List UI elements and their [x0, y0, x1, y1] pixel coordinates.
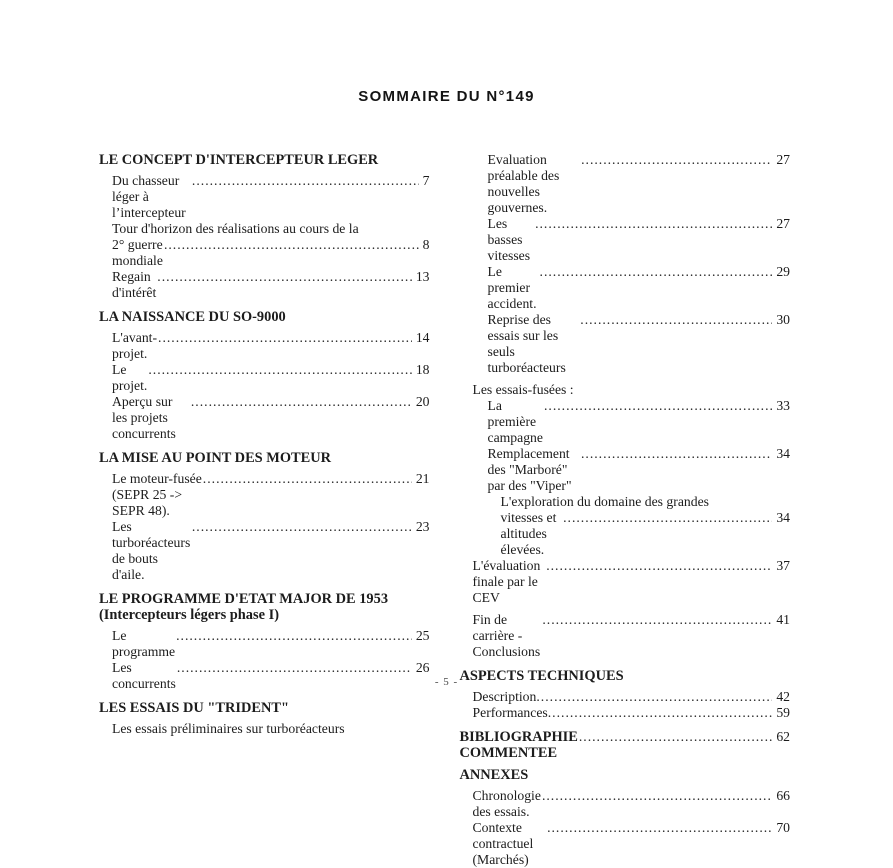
- toc-page-number: 34: [776, 446, 790, 461]
- toc-page-number: 30: [776, 312, 790, 327]
- toc-entry: [99, 237, 430, 269]
- toc-section-heading: [460, 729, 791, 761]
- toc-section-heading: [99, 450, 430, 466]
- toc-entry: [460, 312, 791, 376]
- toc-page-number: 20: [415, 394, 430, 409]
- toc-entry-text: 2° guerre mondiale: [112, 237, 167, 268]
- toc-dot-leader: [540, 264, 773, 280]
- toc-heading-text: BIBLIOGRAPHIE COMMENTEE: [459, 729, 582, 761]
- toc-heading-line: [99, 700, 430, 716]
- toc-dot-leader: [563, 510, 772, 526]
- toc-entry-text: Du chasseur léger à l’intercepteur: [112, 173, 186, 220]
- toc-entry: [460, 494, 791, 510]
- toc-entry: [99, 330, 430, 362]
- toc-entry-text: Chronologie des essais.: [472, 788, 545, 819]
- toc-heading-line: [99, 309, 430, 325]
- toc-heading-text: ANNEXES: [459, 767, 529, 783]
- toc-entry-text: L'exploration du domaine des grandes: [500, 494, 709, 509]
- toc-heading-line: [99, 152, 430, 168]
- toc-entry: [99, 471, 430, 519]
- toc-section-heading: [460, 767, 791, 783]
- toc-heading-text: LA NAISSANCE DU SO-9000: [99, 309, 286, 325]
- toc-entry-text: L'avant-projet.: [112, 330, 158, 361]
- toc-page-number: 26: [415, 660, 430, 675]
- toc-entry: [99, 519, 430, 583]
- toc-heading-text: LA MISE AU POINT DES MOTEUR: [99, 450, 332, 466]
- toc-entry: [460, 446, 791, 494]
- toc-entry-text: Fin de carrière - Conclusions: [472, 612, 541, 659]
- toc-page-number: 27: [776, 216, 790, 231]
- toc-page-number: 25: [415, 628, 430, 643]
- toc-heading-line: [99, 607, 430, 623]
- toc-page-number: 27: [776, 152, 790, 167]
- toc-dot-leader: [546, 558, 772, 574]
- toc-dot-leader: [581, 152, 772, 168]
- toc-dot-leader: [157, 269, 412, 285]
- toc-entry-text: Performances.: [472, 705, 555, 720]
- toc-page-number: 7: [422, 173, 430, 188]
- toc-page-number: 66: [776, 788, 790, 803]
- toc-page-number: 29: [776, 264, 790, 279]
- toc-page-number: 34: [776, 510, 790, 525]
- toc-page-number: 70: [776, 820, 790, 835]
- toc-entry-text: Le premier accident.: [487, 264, 540, 311]
- toc-dot-leader: [192, 173, 419, 189]
- toc-entry-text: La première campagne: [487, 398, 543, 445]
- toc-entry-text: Aperçu sur les projets concurrents: [112, 394, 176, 441]
- toc-dot-leader: [176, 628, 412, 644]
- toc-page-number: 8: [422, 237, 430, 252]
- toc-dot-leader: [542, 612, 772, 628]
- document-page: [0, 88, 893, 868]
- toc-page-number: 37: [776, 558, 790, 573]
- toc-section-heading: [99, 591, 430, 623]
- toc-entry-text: Regain d'intérêt: [112, 269, 157, 300]
- toc-entry: [460, 820, 791, 868]
- toc-entry-text: Contexte contractuel (Marchés): [472, 820, 537, 867]
- toc-section-heading: [99, 700, 430, 716]
- toc-entry-text: vitesses et altitudes élevées.: [500, 510, 560, 557]
- toc-entry-text: Les essais-fusées :: [472, 382, 574, 397]
- toc-entry-text: Description.: [472, 689, 544, 704]
- toc-entry: [460, 705, 791, 721]
- toc-entry-text: Le projet.: [112, 362, 151, 393]
- toc-entry: [460, 264, 791, 312]
- toc-heading-text: LE PROGRAMME D'ETAT MAJOR DE 1953: [99, 591, 389, 607]
- toc-entry: [460, 510, 791, 558]
- toc-heading-text: ASPECTS TECHNIQUES: [459, 668, 624, 684]
- toc-column-left: [99, 152, 430, 868]
- toc-dot-leader: [541, 689, 773, 705]
- toc-entry: [99, 269, 430, 301]
- toc-page-number: 33: [776, 398, 790, 413]
- toc-entry-text: Les concurrents: [112, 660, 176, 691]
- toc-entry: [460, 216, 791, 264]
- toc-entry: [99, 394, 430, 442]
- toc-dot-leader: [579, 729, 772, 745]
- toc-page-number: 23: [415, 519, 430, 534]
- toc-section-heading: [99, 152, 430, 168]
- toc-entry: [460, 382, 791, 398]
- toc-page-number: 14: [415, 330, 430, 345]
- toc-entry: [99, 628, 430, 660]
- toc-entry: [460, 152, 791, 216]
- toc-dot-leader: [581, 446, 772, 462]
- toc-columns: [99, 152, 790, 868]
- toc-page-number: 59: [776, 705, 790, 720]
- toc-entry: [99, 221, 430, 237]
- toc-dot-leader: [203, 471, 412, 487]
- toc-entry: [460, 689, 791, 705]
- toc-dot-leader: [542, 788, 772, 804]
- toc-section-heading: [99, 309, 430, 325]
- toc-heading-line: [460, 767, 791, 783]
- toc-entry: [99, 721, 430, 737]
- toc-page-number: 21: [415, 471, 430, 486]
- toc-dot-leader: [191, 394, 412, 410]
- toc-entry: [460, 558, 791, 606]
- toc-entry: [460, 612, 791, 660]
- toc-entry-text: Le programme: [112, 628, 179, 659]
- toc-entry-text: Tour d'horizon des réalisations au cours de la: [112, 221, 359, 236]
- toc-entry-text: Evaluation préalable des nouvelles gouvernes.: [487, 152, 563, 215]
- toc-column-right: [460, 152, 791, 868]
- toc-page-number: 41: [776, 612, 790, 627]
- toc-entry-text: Reprise des essais sur les seuls turboréacteurs: [487, 312, 570, 375]
- toc-dot-leader: [164, 237, 419, 253]
- toc-entry-text: Les essais préliminaires sur turboréacteurs: [112, 721, 345, 736]
- toc-dot-leader: [177, 660, 412, 676]
- toc-heading-text: (Intercepteurs légers phase I): [99, 607, 279, 623]
- toc-entry-text: L'évaluation finale par le CEV: [472, 558, 544, 605]
- toc-heading-text: LES ESSAIS DU "TRIDENT": [99, 700, 289, 716]
- toc-dot-leader: [192, 519, 412, 535]
- toc-dot-leader: [552, 705, 772, 721]
- toc-page-number: 13: [415, 269, 430, 284]
- toc-entry-text: Remplacement des "Marboré" par des "Viper": [487, 446, 576, 493]
- toc-page-number: 62: [776, 729, 790, 744]
- toc-dot-leader: [547, 820, 772, 836]
- toc-dot-leader: [544, 398, 772, 414]
- toc-dot-leader: [158, 330, 412, 346]
- toc-heading-text: LE CONCEPT D'INTERCEPTEUR LEGER: [99, 152, 379, 168]
- toc-heading-line: [99, 450, 430, 466]
- toc-entry: [99, 173, 430, 221]
- toc-dot-leader: [580, 312, 772, 328]
- toc-entry: [99, 362, 430, 394]
- toc-entry: [460, 788, 791, 820]
- toc-entry-text: Les basses vitesses: [487, 216, 531, 263]
- toc-entry-text: Le moteur-fusée (SEPR 25 -> SEPR 48).: [112, 471, 206, 518]
- toc-entry-text: Les turboréacteurs de bouts d'aile.: [112, 519, 194, 582]
- page-title: SOMMAIRE DU N°149: [358, 88, 535, 105]
- page-number-footer: - 5 -: [434, 676, 459, 688]
- toc-page-number: 18: [415, 362, 430, 377]
- toc-dot-leader: [148, 362, 411, 378]
- toc-entry: [460, 398, 791, 446]
- toc-heading-line: [460, 729, 791, 761]
- toc-page-number: 42: [776, 689, 790, 704]
- toc-heading-line: [99, 591, 430, 607]
- toc-dot-leader: [535, 216, 772, 232]
